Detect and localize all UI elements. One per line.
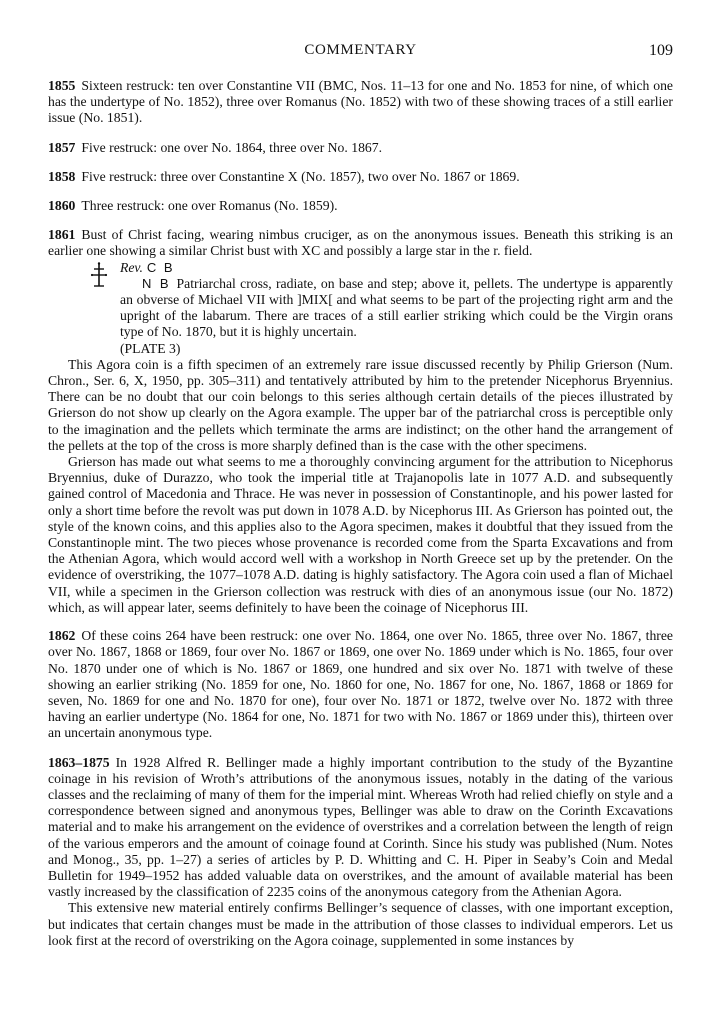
entry-text: Sixteen restruck: ten over Constantine VII (BMC, Nos. 11–13 for one and No. 1853 for nine, of which one has the undertype of No. 1852), three over Romanus (No. 1852) with two of these showing traces of a still earlier issue (No. 1851). [48, 78, 673, 126]
paragraph-grierson-intro: This Agora coin is a fifth specimen of an extremely rare issue discussed recently by Philip Grierson (Num. Chron., Ser. 6, X, 1950, pp. 305–311) and tentatively attributed by him to the pretender Nicephorus Bryennius. There can be no doubt that our coin belongs to this series although certain details of the pieces illustrated by Grierson do not show up clearly on the Agora example. The upper bar of the patriarchal cross is perceptible only to the imagination and the pellets which terminate the arms are indistinct; on the other hand the arrangement of the pellets at the top of the cross is more sharply defined than is the case with the other specimens. [48, 356, 673, 453]
catalog-entry-1857 [48, 140, 673, 156]
page-header [48, 42, 673, 64]
page [48, 42, 673, 949]
running-head: COMMENTARY [304, 42, 417, 58]
entry-text: Bust of Christ facing, wearing nimbus cruciger, as on the anonymous issues. Beneath this striking is an earlier one showing a similar Christ bust with XC and possibly a large star in the r. field. [48, 227, 673, 259]
paragraph-new-material: This extensive new material entirely confirms Bellinger’s sequence of classes, with one important exception, but indicates that certain changes must be made in the attribution of those classes to individual emperors. Let us look first at the record of overstriking on the Agora coinage, supplemented in some instances by [48, 900, 673, 948]
entry-number: 1862 [48, 628, 76, 644]
rev-text: Patriarchal cross, radiate, on base and step; above it, pellets. The undertype is apparently an obverse of Michael VII with ]MIX[ and what seems to be part of the projecting right arm and the upright of the labarum. There are traces of a still earlier striking which could be the Virgin orans type of No. 1870, but it is highly uncertain. [120, 275, 673, 340]
page-number: 109 [649, 42, 673, 59]
catalog-entry-1861 [48, 227, 673, 259]
catalog-entry-1858 [48, 169, 673, 185]
rev-label: Rev. [120, 259, 143, 275]
entry-number: 1855 [48, 78, 76, 93]
paragraph-grierson-argument: Grierson has made out what seems to me a thoroughly convincing argument for the attribution to Nicephorus Bryennius, duke of Durazzo, who took the imperial title at Trajanopolis late in 1077 A.D. and subsequently gained control of Macedonia and Thrace. He was never in possession of Constantinople, and his power lasted for only a short time before the revolt was put down in 1078 A.D. by Nicephorus III. As Grierson has pointed out, the style of the known coins, and this applies also to the Agora specimen, makes it doubtful that they issued from the Constantinople mint. The two pieces whose provenance is recorded come from the Sparta Excavations and from the Athenian Agora, which would accord well with a workshop in North Greece set up by the pretender. On the evidence of overstriking, the 1077–1078 A.D. dating is highly satisfactory. The Agora coin used a flan of Michael VII, while a specimen in the Grierson collection was restruck with dies of an anonymous issue (our No. 1872) which, as will appear later, seems definitely to have been the coinage of Nicephorus III. [48, 454, 673, 615]
reverse-description [48, 260, 673, 357]
entry-number: 1863–1875 [48, 754, 110, 770]
entry-text: Three restruck: one over Romanus (No. 1859). [81, 198, 338, 214]
entry-text: Five restruck: three over Constantine X (No. 1857), two over No. 1867 or 1869. [81, 168, 520, 184]
catalog-entry-1863-1875 [48, 755, 673, 901]
entry-number: 1860 [48, 198, 76, 214]
entry-text: In 1928 Alfred R. Bellinger made a highly important contribution to the study of the Byzantine coinage in his revision of Wroth’s attributions of the anonymous issues, notably in the dating of the various classes and the reclaiming of many of them for the imperial mint. Whereas Wroth had relied chiefly on style and a correspondence between signed and anonymous types, Bellinger was able to draw on the Corinth Excavations material and to make his arrangement on the evidence of overstrikes and a correlation between the length of reign of the various emperors and the amount of coinage found at Corinth. Since his study was published (Num. Notes and Monog., 35, pp. 1–27) a series of articles by P. D. Whitting and C. H. Piper in Seaby’s Coin and Medal Bulletin for 1949–1952 has added valuable data on overstrikes, and the amount of available material has been vastly increased by the classification of 2235 coins of the anonymous category from the Athenian Agora. [48, 754, 673, 900]
entry-number: 1858 [48, 168, 76, 184]
cross-icon [86, 262, 112, 293]
catalog-entry-1855 [48, 78, 673, 127]
catalog-entry-1862 [48, 628, 673, 741]
entry-text: Five restruck: one over No. 1864, three over No. 1867. [81, 139, 383, 155]
entry-number: 1857 [48, 139, 76, 155]
rev-text-para [120, 276, 673, 341]
entry-text: Of these coins 264 have been restruck: one over No. 1864, one over No. 1865, three over No. 1867, three over No. 1867, 1868 or 1869, four over No. 1867 or 1869, one over No. 1869 under which is No. 1865, four over No. 1870 under one of which is No. 1867 or 1869, one hundred and six over No. 1871 with twelve of these showing an earlier striking (No. 1859 for one, No. 1860 for one, No. 1867 for one, No. 1867, 1868 or 1869 for seven, No. 1869 for one and No. 1870 for one), four over No. 1871 or 1872, twelve over No. 1872 with three having an earlier undertype (No. 1864 for one, No. 1871 for two with No. 1867 or 1869 under this), thirteen over an uncertain anonymous type. [48, 628, 673, 741]
catalog-entry-1860 [48, 198, 673, 214]
rev-letters-top: C B [146, 259, 175, 275]
patriarchal-cross-icon [90, 262, 108, 290]
rev-label-line [120, 260, 673, 276]
entry-number: 1861 [48, 227, 76, 243]
rev-letters-bottom: N B [142, 275, 171, 291]
plate-reference: (PLATE 3) [120, 340, 181, 356]
